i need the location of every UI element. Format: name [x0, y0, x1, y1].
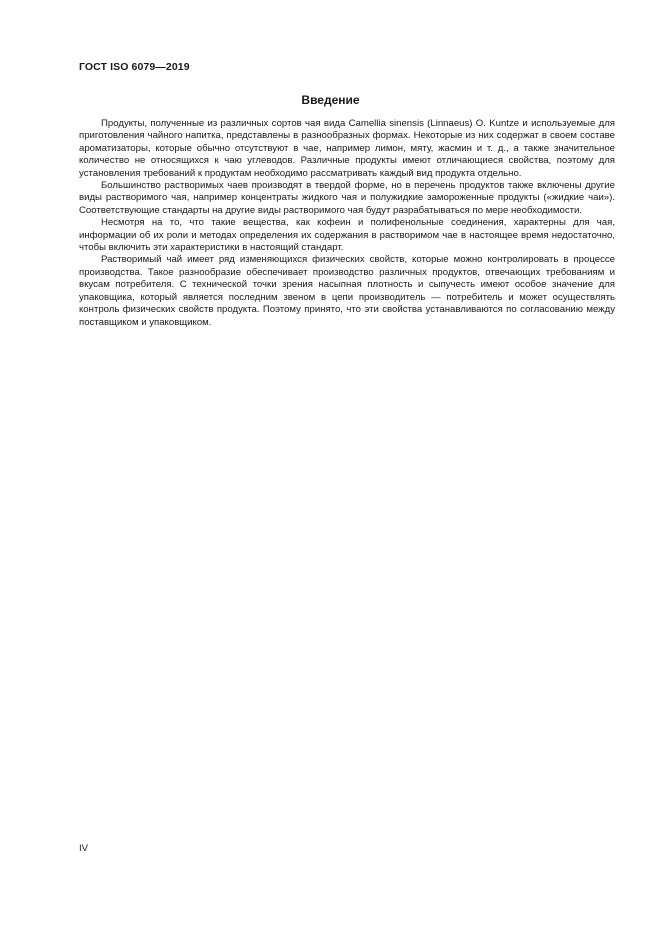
document-code: ГОСТ ISO 6079—2019 [79, 61, 190, 73]
page-number: IV [79, 843, 89, 854]
paragraph-2: Большинство растворимых чаев производят в твердой форме, но в перечень продуктов также включены другие виды растворимого чая, например концентраты жидкого чая и полужидкие замороженные продукты («жидкие чаи»). Соответствующие стандарты на другие виды растворимого чая будут разрабатываться по мере необходимости. [79, 180, 615, 216]
paragraph-1: Продукты, полученные из различных сортов чая вида Camellia sinensis (Linnaeus) O. Kuntze и используемые для приготовления чайного напитка, представлены в разнообразных формах. Некоторые из них содержат в своем составе ароматизаторы, которые обычно отсутствуют в чае, например лимон, мяту, жасмин и т. д., а также значительное количество не относящихся к чаю углеводов. Различные продукты имеют отличающиеся свойства, поэтому для установления требований к продуктам необходимо рассматривать каждый вид продукта отдельно. [79, 118, 615, 179]
section-title: Введение [301, 93, 360, 107]
paragraph-4: Растворимый чай имеет ряд изменяющихся физических свойств, которые можно контролировать в процессе производства. Такое разнообразие обеспечивает производство различных продуктов, отвечающих требованиям и вкусам потребителя. С технической точки зрения насыпная плотность и сыпучесть имеют особое значение для упаковщика, который является последним звеном в цепи производитель — потребитель и может осуществлять контроль физических свойств продукта. Поэтому принято, что эти свойства устанавливаются по согласованию между поставщиком и упаковщиком. [79, 254, 615, 328]
introduction-body [79, 118, 615, 329]
paragraph-3: Несмотря на то, что такие вещества, как кофеин и полифенольные соединения, характерны для чая, информации об их роли и методах определения их содержания в растворимом чае в настоящее время недостаточно, чтобы включить эти характеристики в настоящий стандарт. [79, 217, 615, 254]
